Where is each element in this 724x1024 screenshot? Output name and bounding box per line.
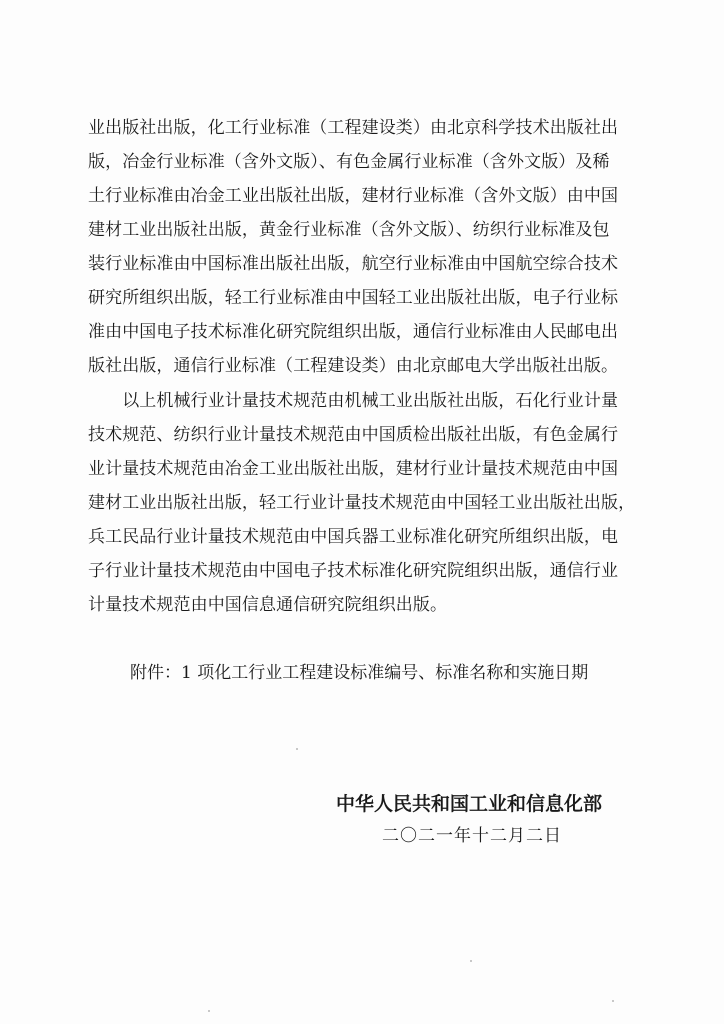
body-line: 计量技术规范由中国信息通信研究院组织出版。 xyxy=(88,595,448,615)
body-line: 以上机械行业计量技术规范由机械工业出版社出版，石化行业计量 xyxy=(88,391,619,411)
body-line: 研究所组织出版，轻工行业标准由中国轻工业出版社出版，电子行业标 xyxy=(88,288,619,308)
scan-speck xyxy=(208,1010,210,1012)
body-line: 子行业计量技术规范由中国电子技术标准化研究院组织出版，通信行业 xyxy=(88,561,619,581)
body-line: 建材工业出版社出版，轻工行业计量技术规范由中国轻工业出版社出版， xyxy=(88,493,636,513)
body-line: 兵工民品行业计量技术规范由中国兵器工业标准化研究所组织出版，电 xyxy=(88,527,619,547)
body-line: 业出版社出版，化工行业标准（工程建设类）由北京科学技术出版社出 xyxy=(88,118,619,138)
scan-speck xyxy=(470,960,472,962)
body-line: 土行业标准由冶金工业出版社出版，建材行业标准（含外文版）由中国 xyxy=(88,186,619,206)
scan-speck xyxy=(612,1000,614,1002)
issuing-authority: 中华人民共和国工业和信息化部 xyxy=(336,793,603,815)
body-line: 建材工业出版社出版，黄金行业标准（含外文版）、纺织行业标准及包 xyxy=(88,220,610,240)
body-line: 版，冶金行业标准（含外文版）、有色金属行业标准（含外文版）及稀 xyxy=(88,152,610,172)
issue-date: 二〇二一年十二月二日 xyxy=(382,826,562,846)
attachment-note: 附件：1 项化工行业工程建设标准编号、标准名称和实施日期 xyxy=(130,663,589,683)
body-line: 装行业标准由中国标准出版社出版，航空行业标准由中国航空综合技术 xyxy=(88,254,619,274)
body-line: 准由中国电子技术标准化研究院组织出版，通信行业标准由人民邮电出 xyxy=(88,322,619,342)
body-line: 技术规范、纺织行业计量技术规范由中国质检出版社出版，有色金属行 xyxy=(88,425,619,445)
body-line: 业计量技术规范由冶金工业出版社出版，建材行业计量技术规范由中国 xyxy=(88,459,619,479)
scan-speck xyxy=(296,748,298,750)
body-line: 版社出版，通信行业标准（工程建设类）由北京邮电大学出版社出版。 xyxy=(88,356,619,376)
